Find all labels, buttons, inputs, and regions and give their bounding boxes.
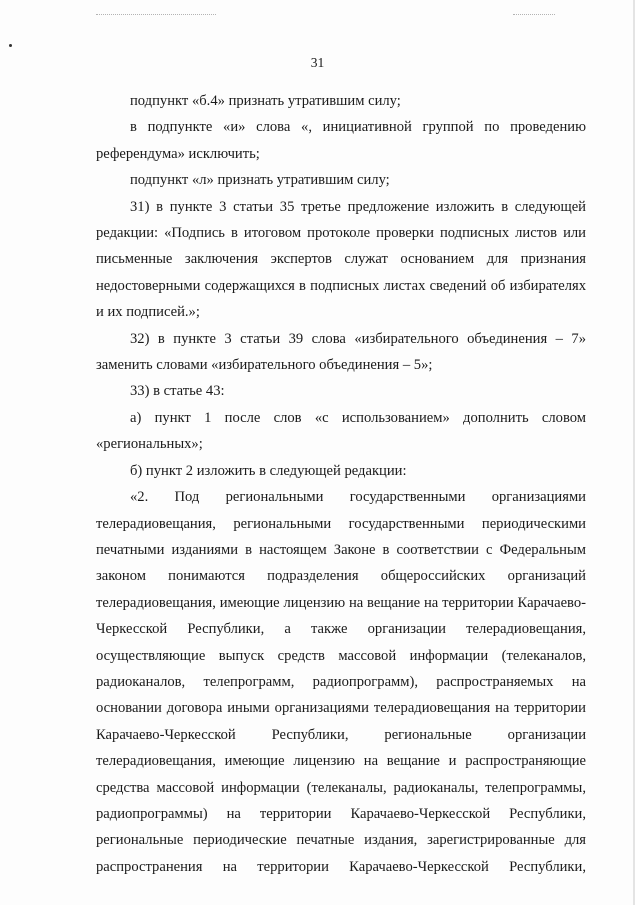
paragraph-subitem-i: в подпункте «и» слова «, инициативной группой по проведению референдума» исключить; [96, 119, 586, 162]
paragraph-item-33-a: а) пункт 1 после слов «с использованием» дополнить словом «региональных»; [96, 409, 586, 453]
page-number: 31 [310, 55, 325, 70]
paragraph-subitem-l: подпункт «л» признать утратившим силу; [130, 172, 390, 189]
paragraph-subitem-b4: подпункт «б.4» признать утратившим силу; [130, 93, 401, 109]
document-body [96, 88, 586, 880]
paragraph-item-33-b: б) пункт 2 изложить в следующей редакции: [130, 462, 407, 479]
paragraph-item-32: 32) в пункте 3 статьи 39 слова «избирательного объединения – 7» заменить словами «избирательного объединения – 5»; [96, 330, 586, 374]
scan-artifact-dot [9, 44, 12, 47]
scan-artifact-top-left [96, 14, 216, 18]
scan-artifact-top-right [513, 14, 555, 18]
paragraph-item-31: 31) в пункте 3 статьи 35 третье предложение изложить в следующей редакции: «Подпись в итоговом протоколе проверки подписных листов или письменные заключения экспертов служат основанием для признания недостоверными содержащихся в подписных листах сведений об избирателях и их подписей.»; [96, 198, 586, 321]
paragraph-new-point-2: «2. Под региональными государственными организациями телерадиовещания, региональными государственными периодическими печатными изданиями в настоящем Законе в соответствии с Федеральным законом понимаются подразделения общероссийских организаций телерадиовещания, имеющие лицензию на вещание на территории Карачаево-Черкесской Республики, а также организации телерадиовещания, осуществляющие выпуск средств массовой информации (телеканалов, радиоканалов, телепрограмм, радиопрограмм), распространяемых на основании договора иными организациями телерадиовещания на территории Карачаево-Черкесской Республики, региональные организации телерадиовещания, имеющие лицензию на вещание и распространяющие средства массовой информации (телеканалы, радиоканалы, телепрограммы, радиопрограммы) на территории Карачаево-Черкесской Республики, региональные периодические печатные издания, зарегистрированные для распространения на территории Карачаево-Черкесской Республики, [96, 489, 586, 875]
paragraph-item-33: 33) в статье 43: [130, 383, 225, 400]
